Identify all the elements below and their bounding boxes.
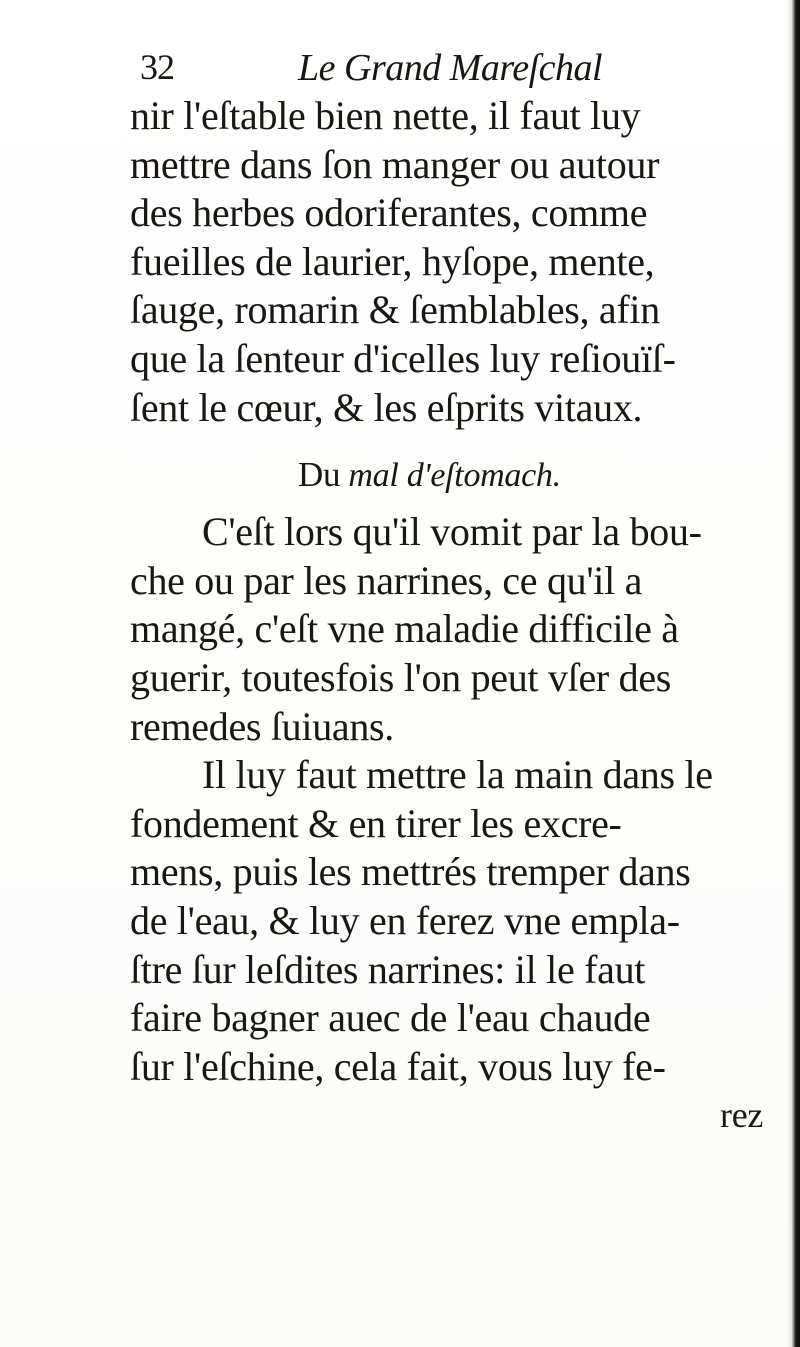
body-text bbox=[130, 92, 800, 1140]
text-line: faire bagner auec de l'eau chaude bbox=[130, 995, 651, 1041]
text-line: que la ſenteur d'icelles luy reſiouïſ- bbox=[130, 335, 676, 381]
text-line: des herbes odoriferantes, comme bbox=[130, 190, 648, 236]
text-line: ſauge, romarin & ſemblables, afin bbox=[130, 287, 660, 333]
text-line: nir l'eſtable bien nette, il faut luy bbox=[130, 93, 641, 138]
text-line: ſtre ſur leſdites narrines: il le faut bbox=[130, 946, 646, 992]
catchword: rez bbox=[720, 1095, 764, 1136]
text-line: mens, puis les mettrés tremper dans bbox=[130, 849, 691, 895]
text-line: mettre dans ſon manger ou autour bbox=[130, 141, 660, 187]
page-number: 32 bbox=[140, 47, 174, 87]
text-line: ſur l'eſchine, cela fait, vous luy fe- bbox=[130, 1043, 666, 1089]
section-heading-prefix: Du bbox=[298, 455, 341, 495]
text-line: fueilles de laurier, hyſope, mente, bbox=[130, 238, 655, 284]
text-line: mangé, c'eſt vne maladie difficile à bbox=[130, 606, 679, 652]
text-line: ſent le cœur, & les eſprits vitaux. bbox=[130, 384, 643, 430]
text-line: guerir, toutesfois l'on peut vſer des bbox=[130, 654, 672, 700]
section-heading bbox=[130, 446, 800, 504]
text-line: Il luy faut mettre la main dans le bbox=[202, 752, 713, 798]
text-line: de l'eau, & luy en ferez vne empla- bbox=[130, 897, 680, 943]
running-title: Le Grand Mareſchal bbox=[298, 47, 603, 89]
text-line: remedes ſuiuans. bbox=[130, 703, 395, 749]
text-line: che ou par les narrines, ce qu'il a bbox=[130, 557, 643, 603]
section-heading-text: mal d'eſtomach. bbox=[348, 457, 561, 495]
text-line: C'eſt lors qu'il vomit par la bou- bbox=[202, 509, 702, 555]
text-line: fondement & en tirer les excre- bbox=[130, 800, 622, 846]
